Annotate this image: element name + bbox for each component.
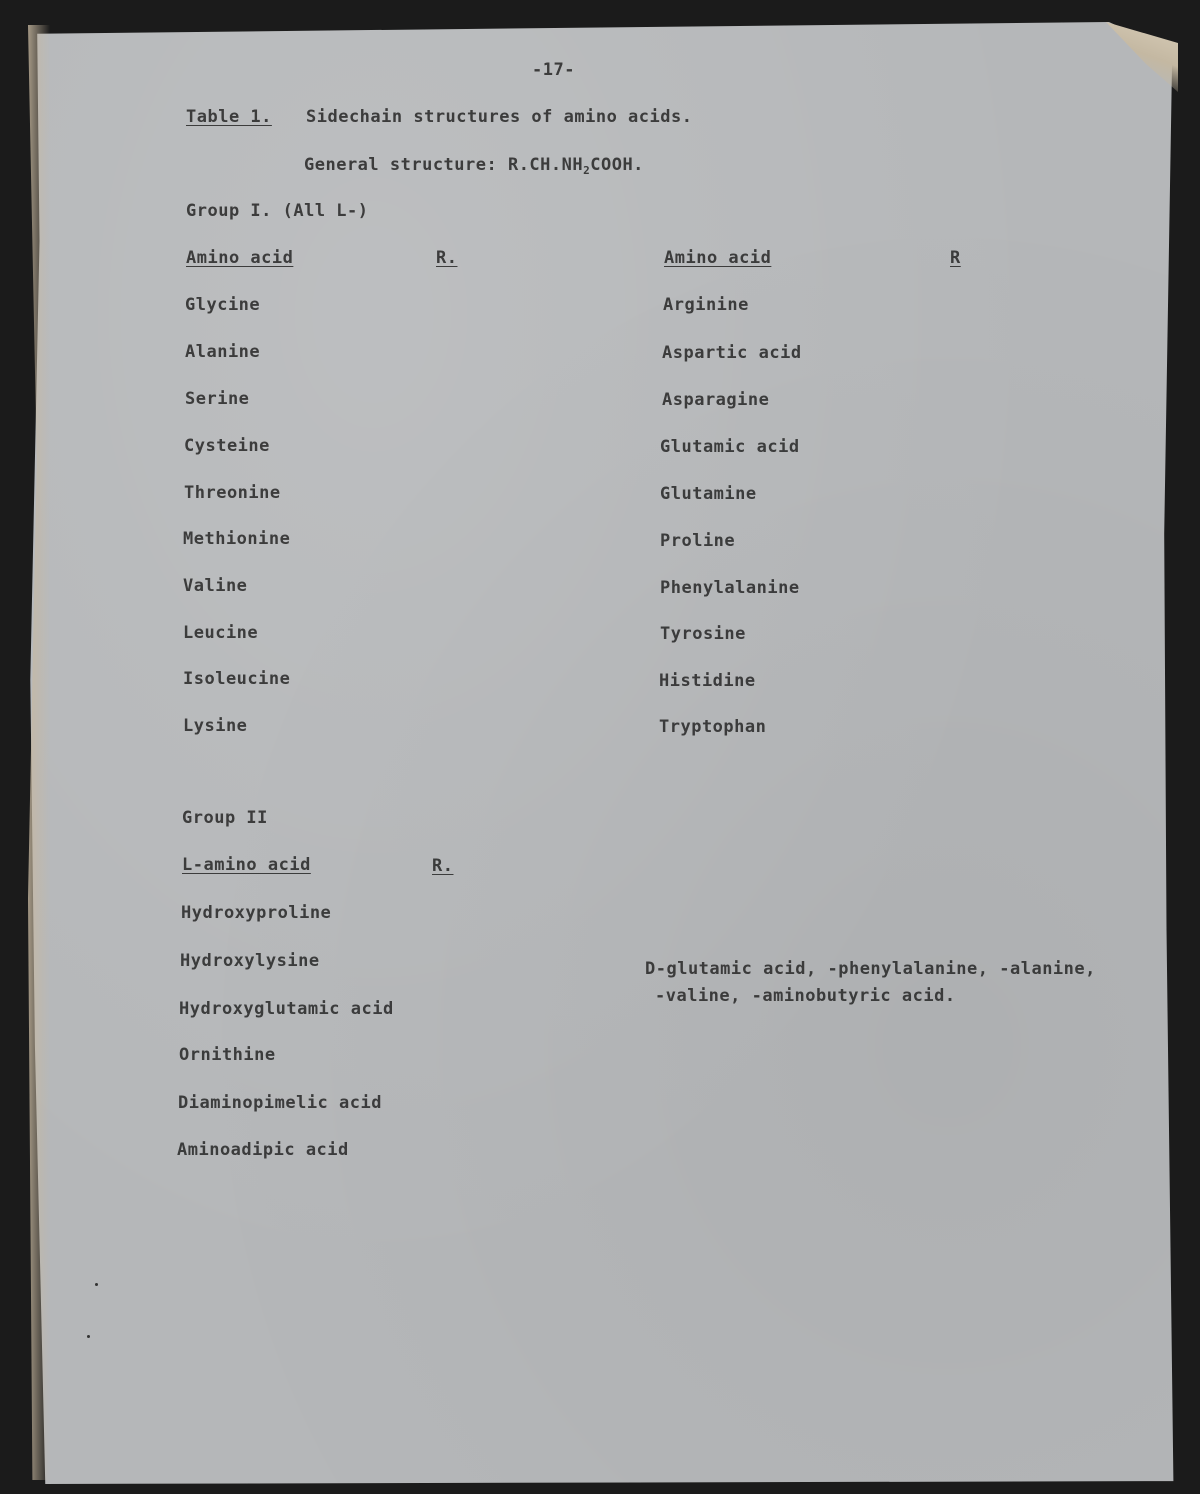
group2-column-header: L-amino acid	[182, 855, 311, 875]
amino-acid-group2: Diaminopimelic acid	[178, 1093, 382, 1113]
paper-edge-stain	[28, 25, 50, 1480]
amino-acid-group2: Hydroxyproline	[181, 903, 332, 923]
amino-acid-right: Tyrosine	[660, 624, 746, 644]
page-number: -17-	[532, 60, 575, 80]
group1-right-r-header: R	[950, 248, 961, 268]
amino-acid-left: Lysine	[183, 716, 248, 736]
d-amino-acids-note-line1: D-glutamic acid, -phenylalanine, -alanine,	[645, 959, 1096, 979]
amino-acid-right: Arginine	[663, 295, 749, 315]
amino-acid-right: Histidine	[659, 671, 756, 691]
group1-right-column-header: Amino acid	[664, 248, 772, 268]
paper-speck	[87, 1335, 90, 1338]
group1-left-r-header: R.	[436, 248, 458, 268]
amino-acid-right: Asparagine	[662, 390, 770, 410]
group1-left-column-header: Amino acid	[186, 248, 294, 268]
amino-acid-left: Glycine	[185, 295, 261, 315]
amino-acid-left: Isoleucine	[183, 669, 291, 689]
d-amino-acids-note-line2: -valine, -aminobutyric acid.	[655, 986, 956, 1006]
paper-speck	[95, 1283, 98, 1286]
amino-acid-right: Glutamic acid	[660, 437, 800, 457]
paper-sheet	[28, 22, 1178, 1484]
table-title: Sidechain structures of amino acids.	[306, 107, 693, 127]
amino-acid-left: Alanine	[185, 342, 261, 362]
amino-acid-right: Glutamine	[660, 484, 757, 504]
amino-acid-left: Methionine	[183, 529, 291, 549]
amino-acid-left: Threonine	[184, 483, 281, 503]
amino-acid-left: Cysteine	[184, 436, 270, 456]
amino-acid-left: Serine	[185, 389, 250, 409]
amino-acid-right: Aspartic acid	[662, 343, 802, 363]
table-label: Table 1.	[186, 107, 272, 127]
amino-acid-right: Tryptophan	[659, 717, 767, 737]
amino-acid-left: Leucine	[183, 623, 259, 643]
amino-acid-group2: Hydroxyglutamic acid	[179, 999, 394, 1019]
amino-acid-right: Proline	[660, 531, 736, 551]
group2-r-header: R.	[432, 856, 454, 876]
group1-heading: Group I. (All L-)	[186, 201, 369, 221]
group2-heading: Group II	[182, 808, 268, 828]
amino-acid-left: Valine	[183, 576, 248, 596]
general-structure: General structure: $R.CH.NH_2COOH$.	[304, 155, 644, 177]
amino-acid-group2: Aminoadipic acid	[177, 1140, 349, 1160]
amino-acid-right: Phenylalanine	[660, 578, 800, 598]
amino-acid-group2: Ornithine	[179, 1045, 276, 1065]
amino-acid-group2: Hydroxylysine	[180, 951, 320, 971]
